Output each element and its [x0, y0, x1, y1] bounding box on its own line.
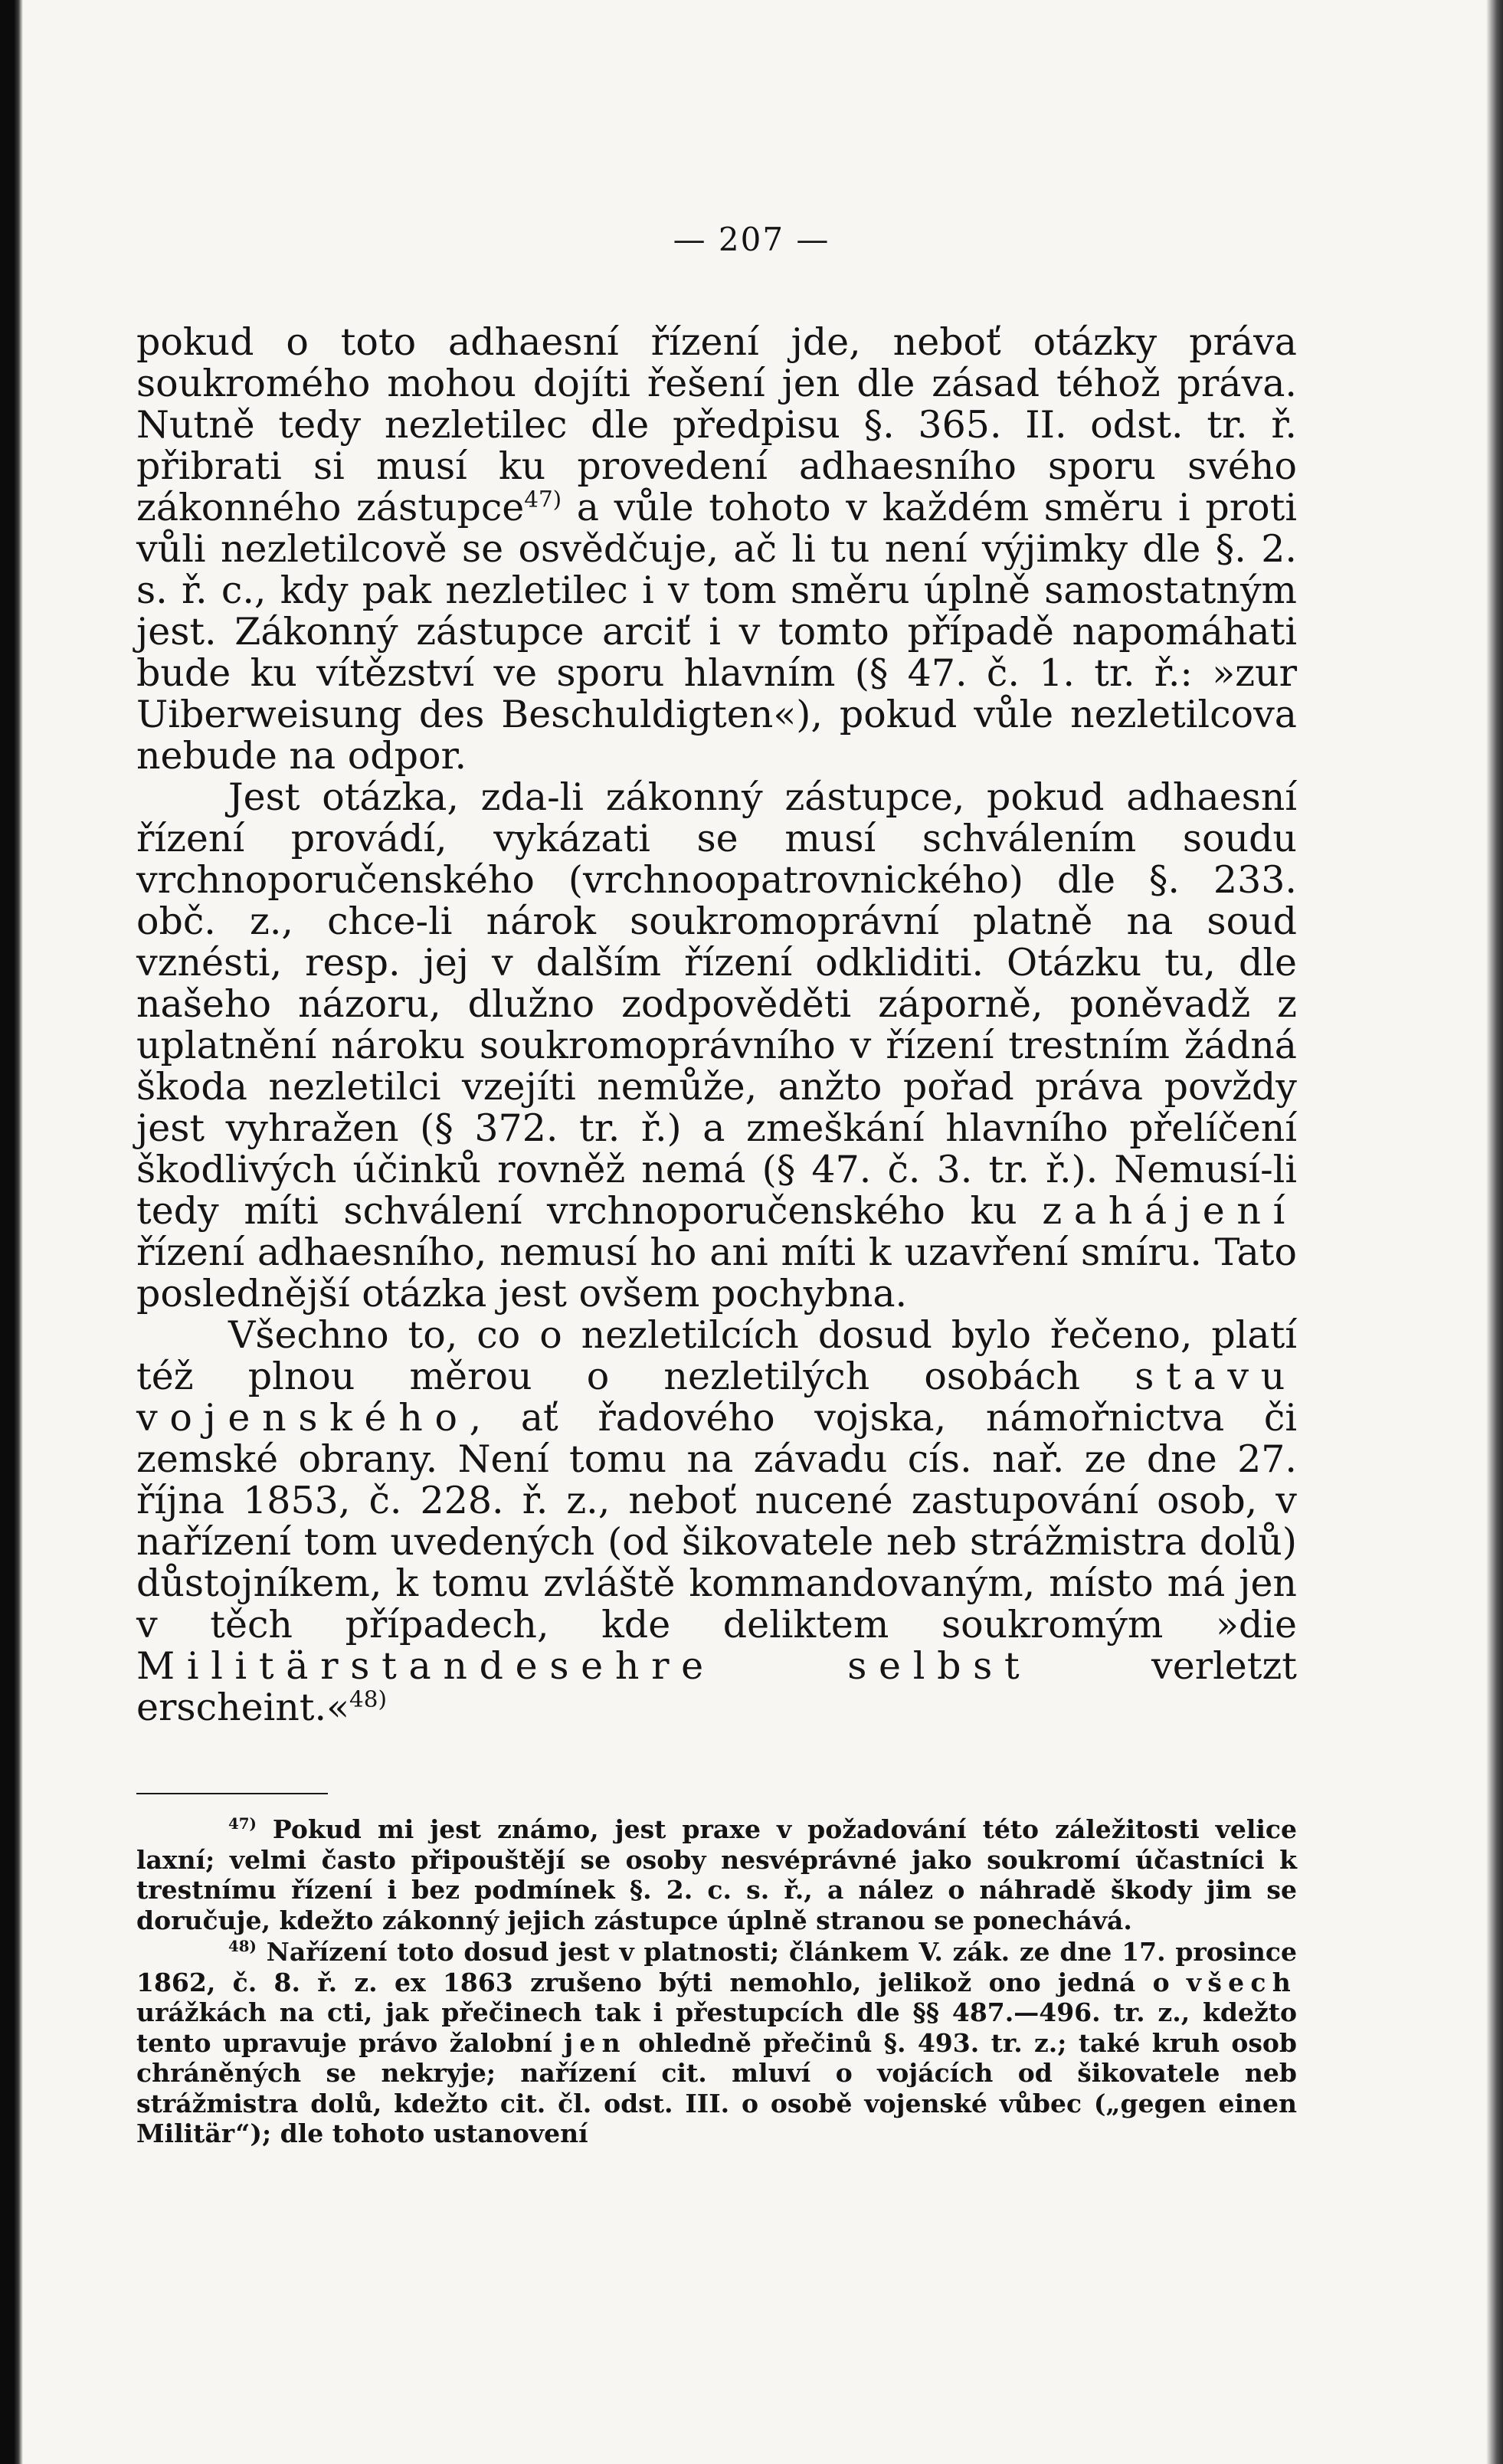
footnote-47-label: 47): [228, 1814, 257, 1833]
footnote-ref-47: 47): [524, 486, 562, 513]
paragraph-1-text-a: pokud o toto adhaesní řízení jde, neboť otázky práva soukromého mohou dojíti řešení jen dle zásad téhož práva. Nutně tedy nezletilec dle předpisu §. 365. II. odst. tr. ř. přibrati si musí ku provedení adhaesního sporu svého zákonného zástupce: [136, 320, 1297, 529]
paragraph-1: [136, 322, 1297, 777]
scan-edge-right: [1486, 0, 1503, 2464]
footnote-ref-48: 48): [349, 1686, 387, 1712]
footnote-48-text-a: Nařízení toto dosud jest v platnosti; článkem V. zák. ze dne 17. prosince 1862, č. 8. ř. z. ex 1863 zrušeno býti nemohlo, jelikož ono jedná o: [136, 1937, 1297, 1997]
footnote-48-text-c: ohledně přečinů §. 493. tr. z.; také kruh osob chráněných se nekryje; nařízení cit. mluví o vojácích od šikovatele neb strážmistra dolů, kdežto cit. čl. odst. III. o osobě vojenské vůbec („gegen einen Militär“); dle tohoto ustanovení: [136, 2027, 1297, 2148]
paragraph-2-text-b: řízení adhaesního, nemusí ho ani míti k uzavření smíru. Tato poslednější otázka jest ovšem pochybna.: [136, 1230, 1297, 1316]
footnote-48-spaced-2: jen: [564, 2027, 627, 2058]
paragraph-3-spaced-phrase-1: stavu vojenského: [136, 1355, 1297, 1440]
paragraph-1-text-b: a vůle tohoto v každém směru i proti vůli nezletilcově se osvědčuje, ač li tu není výjimky dle §. 2. s. ř. c., kdy pak nezletilec i v tom směru úplně samostatným jest. Zákonný zástupce arciť i v tomto případě napomáhati bude ku vítězství ve sporu hlavním (§ 47. č. 1. tr. ř.: »zur Uiberweisung des Beschuldigten«), pokud vůle nezletilcova nebude na odpor.: [136, 486, 1297, 778]
footnote-48: [136, 1937, 1297, 2149]
footnote-48-text-b: urážkách na cti, jak přečinech tak i přestupcích dle §§ 487.—496. tr. z., kdežto tento upravuje právo žalobní: [136, 1997, 1297, 2058]
paragraph-3-text-b: , ať řadového vojska, námořnictva či zemské obrany. Není tomu na závadu cís. nař. ze dne 27. října 1853, č. 228. ř. z., neboť nucené zastupování osob, v nařízení tom uvedených (od šikovatele neb strážmistra dolů) důstojníkem, k tomu zvláště kommandovaným, místo má jen v těch případech, kde deliktem soukromým »die: [136, 1396, 1297, 1646]
scan-edge-left: [0, 0, 23, 2464]
page-number: — 207 —: [673, 221, 830, 258]
footnotes: [136, 1814, 1297, 2149]
paragraph-2: [136, 777, 1297, 1315]
footnote-divider: [136, 1793, 328, 1794]
footnote-48-spaced-1: všech: [1186, 1967, 1297, 1997]
paragraph-2-text-a: Jest otázka, zda-li zákonný zástupce, pokud adhaesní řízení provádí, vykázati se musí schválením soudu vrchnoporučenského (vrchnoopatrovnického) dle §. 233. obč. z., chce-li nárok soukromoprávní platně na soud vznésti, resp. jej v dalším řízení odkliditi. Otázku tu, dle našeho názoru, dlužno zodpověděti záporně, poněvadž z uplatnění nároku soukromoprávního v řízení trestním žádná škoda nezletilci vzejíti nemůže, anžto pořad práva povždy jest vyhražen (§ 372. tr. ř.) a zmeškání hlavního přelíčení škodlivých účinků rovněž nemá (§ 47. č. 3. tr. ř.). Nemusí-li tedy míti schválení vrchnoporučenského ku: [136, 775, 1297, 1233]
footnote-47: [136, 1814, 1297, 1935]
paragraph-2-spaced-word: zahájení: [1042, 1189, 1297, 1233]
footnote-48-label: 48): [228, 1937, 257, 1955]
paragraph-3-text-a: Všechno to, co o nezletilcích dosud bylo řečeno, platí též plnou měrou o nezletilých osobách: [136, 1313, 1297, 1398]
main-text: [136, 322, 1297, 1728]
footnote-47-text: Pokud mi jest známo, jest praxe v požadování této záležitosti velice laxní; velmi často připouštějí se osoby nesvéprávné jako soukromí účastníci k trestnímu řízení i bez podmínek §. 2. c. s. ř., a nález o náhradě škody jim se doručuje, kdežto zákonný jejich zástupce úplně stranou se ponechává.: [136, 1814, 1297, 1935]
paragraph-3-spaced-phrase-2: Militärstandesehre selbst: [136, 1644, 1032, 1688]
paragraph-3-text-c: verletzt erscheint.«: [136, 1644, 1297, 1729]
paragraph-3: [136, 1315, 1297, 1728]
